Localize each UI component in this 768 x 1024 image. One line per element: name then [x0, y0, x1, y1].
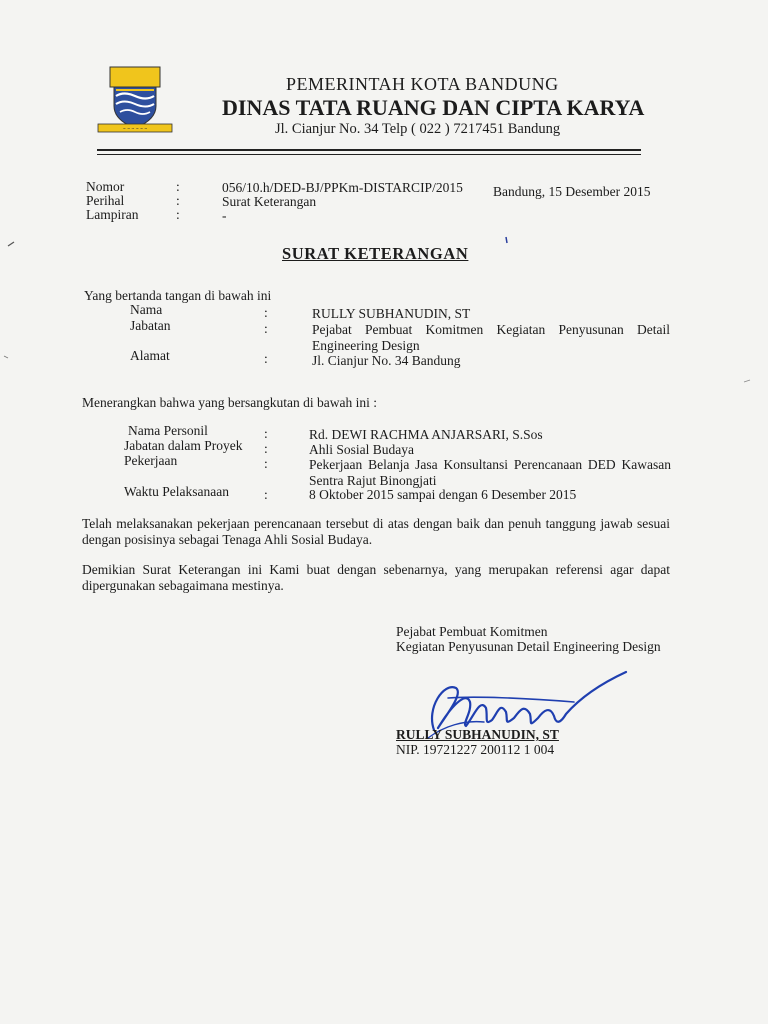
signer-nip: NIP. 19721227 200112 1 004	[396, 742, 555, 757]
personnel-name-value: Rd. DEWI RACHMA ANJARSARI, S.Sos	[309, 427, 543, 442]
nomor-value: 056/10.h/DED-BJ/PPKm-DISTARCIP/2015	[222, 180, 463, 195]
nomor-colon: :	[176, 179, 180, 194]
letter-title: SURAT KETERANGAN	[282, 244, 469, 263]
personnel-name-label: Nama Personil	[128, 423, 208, 438]
signatory-intro: Yang bertanda tangan di bawah ini	[84, 288, 272, 303]
execution-time-label: Waktu Pelaksanaan	[124, 484, 230, 499]
signatory-position-label: Jabatan	[130, 318, 171, 333]
body-paragraph-2: Demikian Surat Keterangan ini Kami buat dengan sebenarnya, yang merupakan referensi agar dapat dipergunakan sebagaimana mestinya.	[82, 562, 670, 593]
signatory-address-value: Jl. Cianjur No. 34 Bandung	[312, 353, 461, 368]
signatory-position-colon: :	[264, 321, 268, 336]
signatory-name-label: Nama	[130, 302, 163, 317]
execution-time-value: 8 Oktober 2015 sampai dengan 6 Desember 2015	[309, 487, 577, 502]
personnel-name-colon: :	[264, 426, 268, 441]
government-name: PEMERINTAH KOTA BANDUNG	[286, 74, 559, 94]
job-colon: :	[264, 456, 268, 471]
department-name: DINAS TATA RUANG DAN CIPTA KARYA	[222, 95, 645, 120]
closing-position-line2: Kegiatan Penyusunan Detail Engineering Design	[396, 639, 661, 654]
perihal-value: Surat Keterangan	[222, 194, 317, 209]
project-position-value: Ahli Sosial Budaya	[309, 442, 414, 457]
project-position-colon: :	[264, 441, 268, 456]
closing-position-line1: Pejabat Pembuat Komitmen	[396, 624, 548, 639]
signatory-address-colon: :	[264, 351, 268, 366]
perihal-label: Perihal	[86, 193, 125, 208]
perihal-colon: :	[176, 193, 180, 208]
letterhead-address: Jl. Cianjur No. 34 Telp ( 022 ) 7217451 Bandung	[275, 121, 561, 137]
signatory-name-value: RULLY SUBHANUDIN, ST	[312, 306, 471, 321]
signatory-name-colon: :	[264, 305, 268, 320]
lampiran-value: -	[222, 208, 227, 223]
letterhead-rule-thin	[97, 154, 641, 155]
lampiran-label: Lampiran	[86, 207, 139, 222]
signatory-position-value: Pejabat Pembuat Komitmen Kegiatan Penyusunan Detail Engineering Design	[312, 322, 670, 354]
job-label: Pekerjaan	[124, 453, 178, 468]
place-date: Bandung, 15 Desember 2015	[493, 184, 651, 199]
lampiran-colon: :	[176, 207, 180, 222]
job-value: Pekerjaan Belanja Jasa Konsultansi Perencanaan DED Kawasan Sentra Rajut Binongjati	[309, 457, 671, 489]
project-position-label: Jabatan dalam Proyek	[124, 438, 243, 453]
letterhead-rule-thick	[97, 149, 641, 151]
subject-intro: Menerangkan bahwa yang bersangkutan di bawah ini :	[82, 395, 378, 410]
svg-text:~ ~ ~ ~ ~ ~: ~ ~ ~ ~ ~ ~	[122, 126, 148, 133]
nomor-label: Nomor	[86, 179, 125, 194]
body-paragraph-1: Telah melaksanakan pekerjaan perencanaan tersebut di atas dengan baik dan penuh tanggung jawab sesuai dengan posisinya sebagai Tenaga Ahli Sosial Budaya.	[82, 516, 670, 547]
signatory-address-label: Alamat	[130, 348, 170, 363]
bandung-city-coat-of-arms-icon	[96, 66, 174, 136]
signer-name: RULLY SUBHANUDIN, ST	[396, 727, 559, 742]
execution-time-colon: :	[264, 487, 268, 502]
